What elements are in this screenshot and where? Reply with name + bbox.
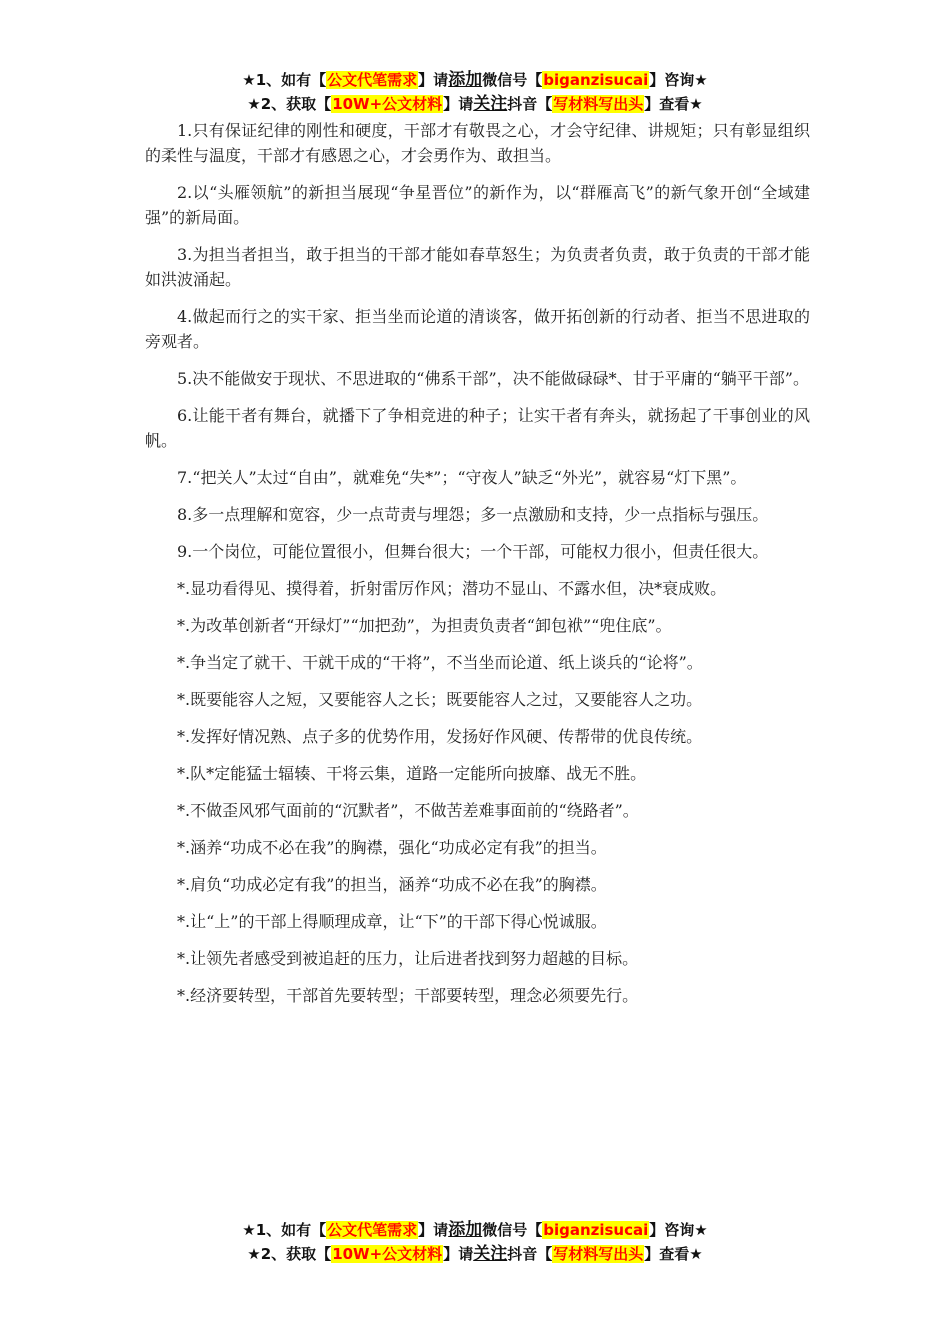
banner-line-2: ★2、获取【10W+公文材料】请关注抖音【写材料写出头】查看★ [247, 1244, 703, 1264]
highlight-service: 公文代笔需求 [327, 71, 418, 89]
banner-line-2: ★2、获取【10W+公文材料】请关注抖音【写材料写出头】查看★ [247, 94, 703, 114]
paragraph: *.涵养“功成不必在我”的胸襟，强化“功成必定有我”的担当。 [177, 838, 607, 857]
highlight-wechat-id: biganzisucai [543, 1221, 649, 1239]
paragraph: *.争当定了就干、干就干成的“干将”，不当坐而论道、纸上谈兵的“论将”。 [177, 653, 703, 672]
star-icon: ★ [242, 1221, 256, 1239]
highlight-douyin-name: 写材料写出头 [553, 1245, 644, 1263]
paragraph: 5.决不能做安于现状、不思进取的“佛系干部”，决不能做碌碌*、甘于平庸的“躺平干部”。 [177, 369, 809, 388]
header-banner [0, 68, 950, 116]
star-icon: ★ [247, 1245, 261, 1263]
paragraph: 2.以“头雁领航”的新担当展现“争星晋位”的新作为，以“群雁高飞”的新气象开创“全域建强”的新局面。 [145, 183, 810, 227]
paragraph: *.为改革创新者“开绿灯”“加把劲”，为担责负责者“卸包袱”“兜住底”。 [177, 616, 672, 635]
paragraph: *.发挥好情况熟、点子多的优势作用，发扬好作风硬、传帮带的优良传统。 [177, 727, 703, 746]
paragraph: *.既要能容人之短，又要能容人之长；既要能容人之过，又要能容人之功。 [177, 690, 703, 709]
paragraph: *.队*定能猛士辐辏、干将云集，道路一定能所向披靡、战无不胜。 [177, 764, 647, 783]
star-icon: ★ [689, 1245, 703, 1263]
star-icon: ★ [689, 95, 703, 113]
paragraph: *.不做歪风邪气面前的“沉默者”，不做苦差难事面前的“绕路者”。 [177, 801, 639, 820]
paragraph: 7.“把关人”太过“自由”，就难免“失*”；“守夜人”缺乏“外光”，就容易“灯下黑”。 [177, 468, 747, 487]
star-icon: ★ [242, 71, 256, 89]
highlight-douyin-name: 写材料写出头 [553, 95, 644, 113]
paragraph: 6.让能干者有舞台，就播下了争相竞进的种子；让实干者有奔头，就扬起了干事创业的风帆。 [145, 406, 810, 450]
star-icon: ★ [247, 95, 261, 113]
footer-banner [0, 1218, 950, 1266]
banner-line-1: ★1、如有【公文代笔需求】请添加微信号【biganzisucai】咨询★ [242, 1220, 708, 1240]
paragraph: *.经济要转型，干部首先要转型；干部要转型，理念必须要先行。 [177, 986, 639, 1005]
paragraph: 1.只有保证纪律的刚性和硬度，干部才有敬畏之心，才会守纪律、讲规矩；只有彰显组织的柔性与温度，干部才有感恩之心，才会勇作为、敢担当。 [145, 121, 810, 165]
paragraph: 3.为担当者担当，敢于担当的干部才能如春草怒生；为负责者负责，敢于负责的干部才能如洪波涌起。 [145, 245, 810, 289]
paragraph: 9.一个岗位，可能位置很小，但舞台很大；一个干部，可能权力很小，但责任很大。 [177, 542, 769, 561]
paragraph: 4.做起而行之的实干家、拒当坐而论道的清谈客，做开拓创新的行动者、拒当不思进取的旁观者。 [145, 307, 810, 351]
highlight-service: 公文代笔需求 [327, 1221, 418, 1239]
document-body [145, 118, 810, 1020]
paragraph: *.让领先者感受到被追赶的压力，让后进者找到努力超越的目标。 [177, 949, 639, 968]
highlight-materials: 10W+公文材料 [332, 95, 443, 113]
paragraph: 8.多一点理解和宽容，少一点苛责与埋怨；多一点激励和支持，少一点指标与强压。 [177, 505, 769, 524]
paragraph: *.显功看得见、摸得着，折射雷厉作风；潜功不显山、不露水但，决*衰成败。 [177, 579, 727, 598]
star-icon: ★ [694, 1221, 708, 1239]
paragraph: *.肩负“功成必定有我”的担当，涵养“功成不必在我”的胸襟。 [177, 875, 607, 894]
paragraph: *.让“上”的干部上得顺理成章，让“下”的干部下得心悦诚服。 [177, 912, 607, 931]
star-icon: ★ [694, 71, 708, 89]
banner-line-1: ★1、如有【公文代笔需求】请添加微信号【biganzisucai】咨询★ [242, 70, 708, 90]
highlight-wechat-id: biganzisucai [543, 71, 649, 89]
highlight-materials: 10W+公文材料 [332, 1245, 443, 1263]
